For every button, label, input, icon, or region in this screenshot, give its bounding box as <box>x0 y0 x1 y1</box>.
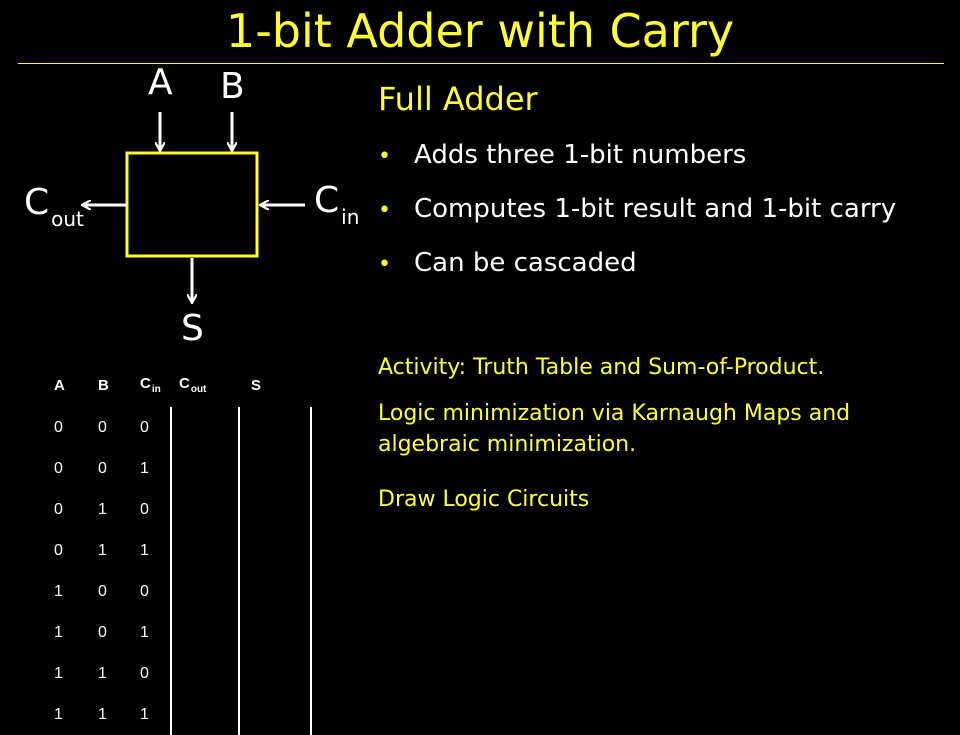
cell-cout <box>171 489 239 530</box>
cell-cout <box>171 407 239 448</box>
table-row <box>40 694 311 735</box>
header-cout: $C_{out}$ <box>179 375 207 395</box>
cell-a: 1 <box>54 705 63 723</box>
cell-b: 0 <box>98 623 107 641</box>
bullet-icon: • <box>378 252 391 277</box>
cell-cin: 0 <box>140 664 149 682</box>
cell-cout <box>171 653 239 694</box>
cell-cout <box>171 694 239 735</box>
cell-cin: 0 <box>140 500 149 518</box>
cell-cout <box>171 612 239 653</box>
input-a-label: A <box>148 62 173 103</box>
table-row <box>40 489 311 530</box>
cell-b: 0 <box>98 418 107 436</box>
header-cin: $C_{in}$ <box>140 375 161 395</box>
bullet-item: • Can be cascaded <box>378 248 896 302</box>
table-row <box>40 530 311 571</box>
cell-s <box>239 571 311 612</box>
cell-cout <box>171 571 239 612</box>
cell-b: 0 <box>98 582 107 600</box>
carry-in-label: Cin <box>314 180 360 229</box>
cell-b: 0 <box>98 459 107 477</box>
sum-label: S <box>181 308 204 349</box>
cell-s <box>239 612 311 653</box>
cell-cin: 1 <box>140 705 149 723</box>
bullet-icon: • <box>378 198 391 223</box>
bullet-item: • Adds three 1-bit numbers <box>378 140 896 194</box>
cell-a: 0 <box>54 418 63 436</box>
header-b: B <box>98 376 109 394</box>
table-row <box>40 571 311 612</box>
cell-cin: 1 <box>140 541 149 559</box>
cell-a: 0 <box>54 541 63 559</box>
table-row <box>40 407 311 448</box>
cell-s <box>239 489 311 530</box>
cell-a: 1 <box>54 664 63 682</box>
minimization-text: Logic minimization via Karnaugh Maps and algebraic minimization. <box>378 401 851 457</box>
truth-table <box>40 363 312 735</box>
cell-b: 1 <box>98 541 107 559</box>
cell-cin: 0 <box>140 418 149 436</box>
bullet-list <box>378 140 896 302</box>
cell-a: 0 <box>54 500 63 518</box>
input-b-label: B <box>220 66 245 107</box>
cell-cout <box>171 448 239 489</box>
bullet-icon: • <box>378 144 391 169</box>
cell-cout <box>171 530 239 571</box>
cell-b: 1 <box>98 664 107 682</box>
cell-cin: 1 <box>140 459 149 477</box>
header-s: S <box>251 376 262 394</box>
cell-a: 1 <box>54 582 63 600</box>
cell-a: 0 <box>54 459 63 477</box>
bullet-item: • Computes 1-bit result and 1-bit carry <box>378 194 896 248</box>
cell-s <box>239 448 311 489</box>
truth-table-header <box>40 363 311 407</box>
cell-s <box>239 407 311 448</box>
header-a: A <box>54 376 65 394</box>
slide-title: 1-bit Adder with Carry <box>225 4 735 58</box>
draw-circuits-text: Draw Logic Circuits <box>378 487 590 512</box>
adder-block <box>127 153 257 256</box>
table-row <box>40 653 311 694</box>
cell-b: 1 <box>98 500 107 518</box>
cell-s <box>239 653 311 694</box>
cell-s <box>239 530 311 571</box>
cell-b: 1 <box>98 705 107 723</box>
full-adder-diagram <box>0 0 360 360</box>
cell-a: 1 <box>54 623 63 641</box>
activity-text: Activity: Truth Table and Sum-of-Product. <box>378 355 825 380</box>
carry-out-label: Cout <box>24 182 84 231</box>
cell-cin: 0 <box>140 582 149 600</box>
section-heading: Full Adder <box>378 80 538 118</box>
table-row <box>40 612 311 653</box>
table-row <box>40 448 311 489</box>
cell-cin: 1 <box>140 623 149 641</box>
cell-s <box>239 694 311 735</box>
